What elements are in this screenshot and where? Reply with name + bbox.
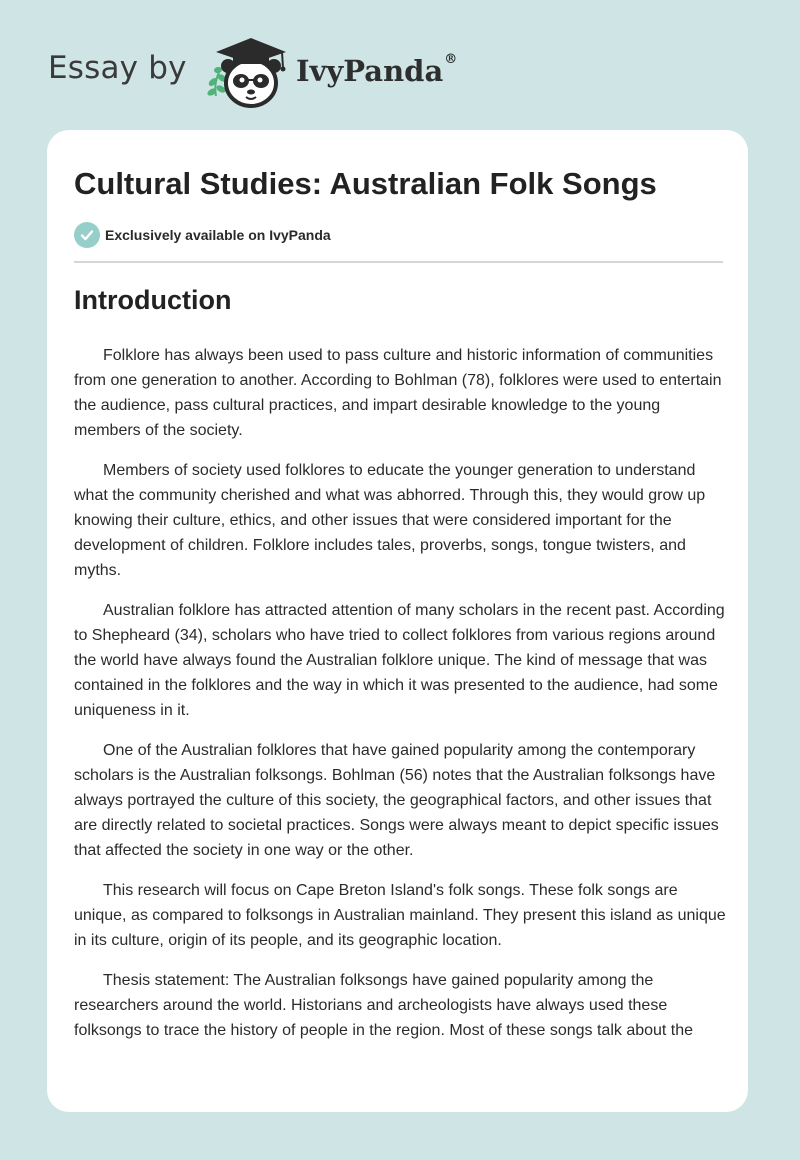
badge-label: Exclusively available on IvyPanda [105,227,331,243]
check-icon [74,222,100,248]
brand-prefix: Essay by [48,50,187,86]
paragraph: This research will focus on Cape Breton Island's folk songs. These folk songs are unique, as compared to folksongs in Australian mainland. They present this island as unique in its culture, origin of its people, and its geographic location. [74,882,726,949]
paragraph: Thesis statement: The Australian folksongs have gained popularity among the researchers around the world. Historians and archeologists have always used these folksongs to trace the history of people in the region. Most of these songs talk about the [74,972,694,1039]
divider [74,261,723,263]
essay-card [47,130,748,1112]
paragraph: Folklore has always been used to pass culture and historic information of communities from one generation to another. According to Bohlman (78), folklores were used to entertain the audience, pass cultural practices, and impart desirable knowledge to the young members of the society. [74,347,722,439]
paragraph: Members of society used folklores to educate the younger generation to understand what the community cherished and what was abhorred. Through this, they would grow up knowing their culture, ethics, and other issues that were considered important for the development of children. Folklore includes tales, proverbs, songs, tongue twisters, and myths. [74,462,706,579]
essay-body [74,343,726,1058]
panda-logo-icon[interactable] [202,36,294,110]
brand-name[interactable]: IvyPanda® [296,52,458,88]
site-header [48,30,508,110]
registered-mark: ® [444,52,458,67]
paragraph: One of the Australian folklores that have gained popularity among the contemporary scholars is the Australian folksongs. Bohlman (56) notes that the Australian folksongs have always portrayed the culture of this society, the geographical factors, and other issues that are directly related to societal practices. Songs were always meant to depict specific issues that affected the society in one way or the other. [74,742,719,859]
page-title: Cultural Studies: Australian Folk Songs [74,166,657,201]
paragraph: Australian folklore has attracted attention of many scholars in the recent past. According to Shepheard (34), scholars who have tried to collect folklores from various regions around the world have always found the Australian folklore unique. The kind of message that was contained in the folklores and the way in which it was presented to the audience, had some uniqueness in it. [74,602,725,719]
exclusive-badge [74,222,331,248]
section-heading: Introduction [74,285,232,315]
